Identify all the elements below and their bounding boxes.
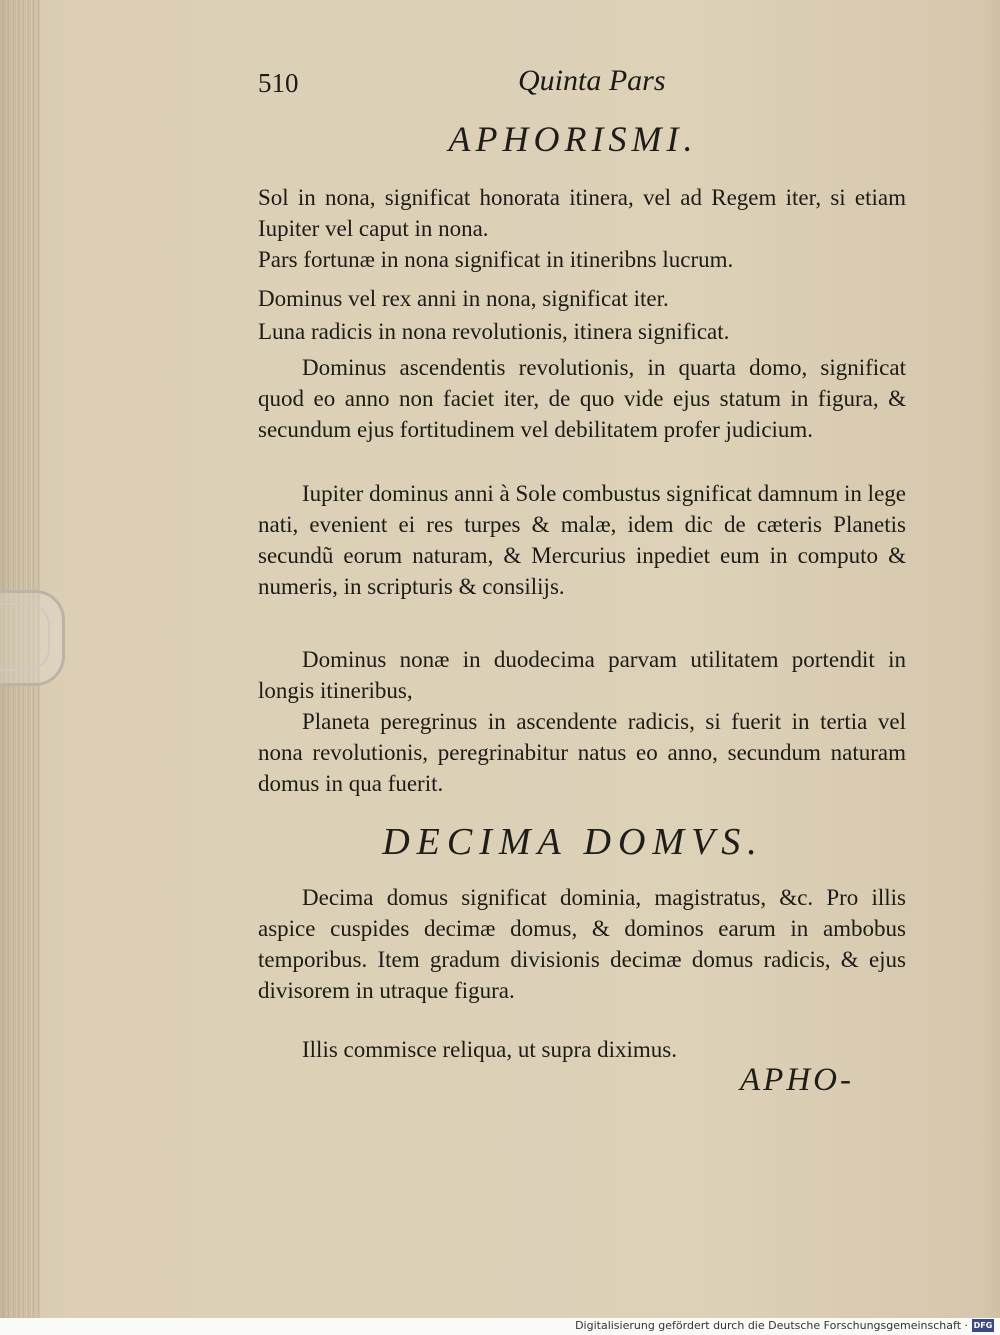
part-title: Quinta Pars: [518, 64, 666, 97]
paragraph: Dominus nonæ in duodecima parvam utilitatem portendit in longis itineribus,: [258, 647, 906, 703]
paper-clip-inner: [0, 603, 50, 671]
paragraph: Decima domus significat dominia, magistratus, &c. Pro illis aspice cuspides decimæ domus, & dominos earum in ambobus temporibus. Item gradum divisionis decimæ domus radicis, & ejus divisorem in utraque figura.: [258, 885, 906, 1003]
paragraph: Iupiter dominus anni à Sole combustus significat damnum in lege nati, evenient ei res turpes & malæ, idem dic de cæteris Planetis secundũ eorum naturam, & Mercurius inpediet eum in computo & numeris, in scripturis & consilijs.: [258, 481, 906, 599]
paragraph: Dominus vel rex anni in nona, significat iter.: [258, 286, 669, 311]
paragraph: Planeta peregrinus in ascendente radicis, si fuerit in tertia vel nona revolutionis, peregrinabitur natus eo anno, secundum naturam domus in qua fuerit.: [258, 709, 906, 796]
paragraph: Pars fortunæ in nona significat in itineribns lucrum.: [258, 247, 734, 272]
paragraph: Luna radicis in nona revolutionis, itinera significat.: [258, 319, 730, 344]
paragraph: Dominus ascendentis revolutionis, in quarta domo, significat quod eo anno non faciet iter, de quo vide ejus statum in figura, & secundum ejus fortitudinem vel debilitatem profer judicium.: [258, 355, 906, 442]
paragraph: Illis commisce reliqua, ut supra diximus.: [302, 1037, 677, 1062]
page-number: 510: [258, 68, 299, 98]
running-head: [248, 62, 898, 102]
digitization-credit: Digitalisierung gefördert durch die Deutsche Forschungsgemeinschaft ·: [575, 1319, 968, 1332]
paragraph: Sol in nona, significat honorata itinera, vel ad Regem iter, si etiam Iupiter vel caput in nona.: [258, 185, 906, 241]
catchword: APHO-: [740, 1062, 854, 1098]
dfg-logo-icon: DFG: [973, 1321, 993, 1330]
section-heading-aphorismi: APHORISMI.: [448, 119, 698, 159]
section-heading-decima-domus: DECIMA DOMVS.: [382, 821, 764, 863]
